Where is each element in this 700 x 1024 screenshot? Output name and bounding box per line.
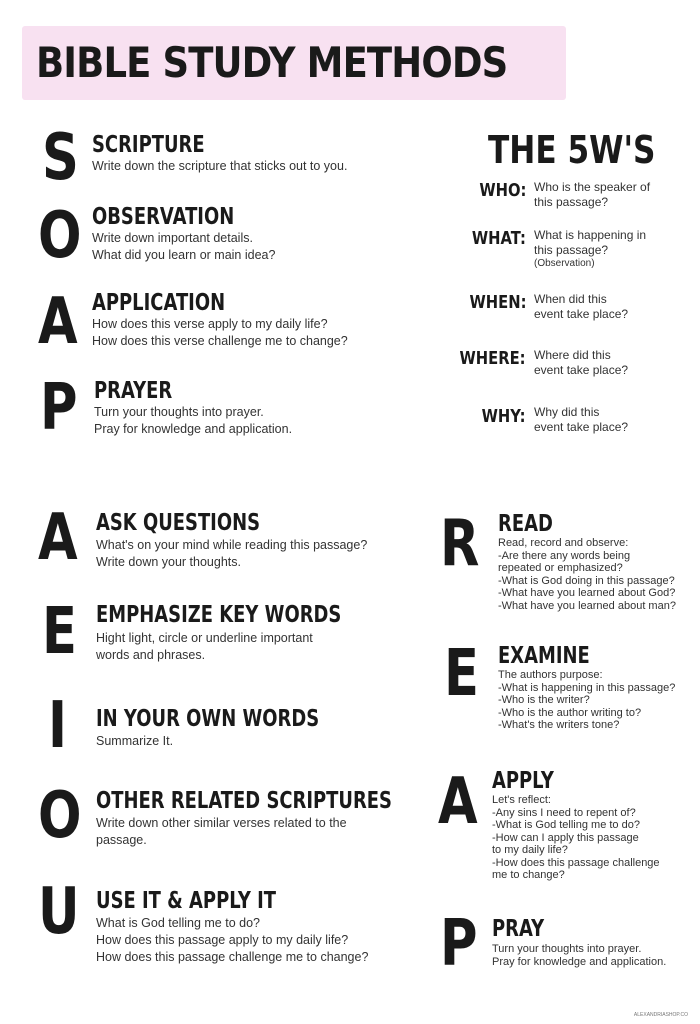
reap-heading-pray: PRAY [492, 916, 545, 942]
reap-heading-examine: EXAMINE [498, 643, 590, 669]
aeiou-letter-o: O [38, 779, 82, 853]
credit-text: ALEXANDRIASHOP.CO [633, 1012, 688, 1018]
w-label-who: WHO: [478, 180, 526, 201]
soap-desc-prayer: Turn your thoughts into prayer. Pray for knowledge and application. [94, 405, 293, 436]
soap-letter-o: O [38, 199, 82, 273]
reap-heading-read: READ [498, 511, 553, 537]
reap-desc-examine: The authors purpose: -What is happening in this passage? -Who is the writer? -Who is the author writing to? -What's the writers tone? [498, 669, 676, 731]
aeiou-letter-i: I [48, 689, 68, 763]
soap-desc-application: How does this verse apply to my daily life? How does this verse challenge me to change? [92, 317, 348, 348]
w-desc-where: Where did this event take place? [534, 348, 629, 377]
soap-heading-prayer: PRAYER [94, 378, 173, 404]
w-label-what: WHAT: [471, 228, 526, 249]
soap-desc-scripture: Write down the scripture that sticks out to you. [92, 159, 348, 173]
aeiou-heading-use-it: USE IT & APPLY IT [96, 888, 277, 914]
soap-letter-p: P [40, 371, 78, 445]
soap-heading-observation: OBSERVATION [92, 204, 235, 230]
w-label-why: WHY: [482, 406, 526, 427]
aeiou-letter-u: U [38, 875, 80, 949]
reap-letter-r: R [440, 507, 480, 581]
aeiou-desc-related: Write down other similar verses related to the passage. [96, 816, 347, 847]
reap-letter-p: P [440, 907, 478, 981]
soap-desc-observation: Write down important details. What did you learn or main idea? [92, 231, 276, 262]
five-ws-title: THE 5W'S [488, 128, 656, 172]
aeiou-desc-use-it: What is God telling me to do? How does this passage apply to my daily life? How does this passage challenge me to change? [96, 916, 369, 964]
page-title: BIBLE STUDY METHODS [36, 38, 508, 87]
aeiou-desc-own-words: Summarize It. [96, 734, 174, 748]
aeiou-heading-own-words: IN YOUR OWN WORDS [96, 706, 320, 732]
w-desc-who: Who is the speaker of this passage? [534, 180, 651, 209]
reap-desc-apply: Let's reflect: -Any sins I need to repent of? -What is God telling me to do? -How can I apply this passage to my daily life? -How does this passage challenge me to change? [492, 794, 660, 881]
aeiou-heading-related: OTHER RELATED SCRIPTURES [96, 788, 392, 814]
reap-desc-pray: Turn your thoughts into prayer. Pray for knowledge and application. [492, 943, 667, 968]
soap-heading-application: APPLICATION [92, 290, 226, 316]
aeiou-letter-e: E [42, 595, 77, 669]
w-desc-what: What is happening in this passage? (Observation) [534, 228, 647, 269]
reap-letter-a: A [438, 765, 478, 839]
soap-letter-a: A [38, 285, 78, 359]
aeiou-heading-ask: ASK QUESTIONS [96, 510, 261, 536]
aeiou-letter-a: A [38, 501, 78, 575]
w-label-when: WHEN: [469, 292, 526, 313]
aeiou-desc-ask: What's on your mind while reading this passage? Write down your thoughts. [96, 538, 368, 569]
aeiou-heading-emphasize: EMPHASIZE KEY WORDS [96, 602, 342, 628]
w-desc-why: Why did this event take place? [534, 405, 629, 434]
reap-letter-e: E [444, 637, 479, 711]
aeiou-desc-emphasize: Hight light, circle or underline important words and phrases. [96, 631, 313, 662]
soap-heading-scripture: SCRIPTURE [92, 132, 205, 158]
w-label-where: WHERE: [459, 348, 526, 369]
soap-letter-s: S [42, 121, 79, 195]
w-desc-when: When did this event take place? [534, 292, 629, 321]
reap-heading-apply: APPLY [492, 768, 554, 794]
reap-desc-read: Read, record and observe: -Are there any words being repeated or emphasized? -What is God doing in this passage? -What have you learned about God? -What have you learned about man? [498, 537, 676, 612]
